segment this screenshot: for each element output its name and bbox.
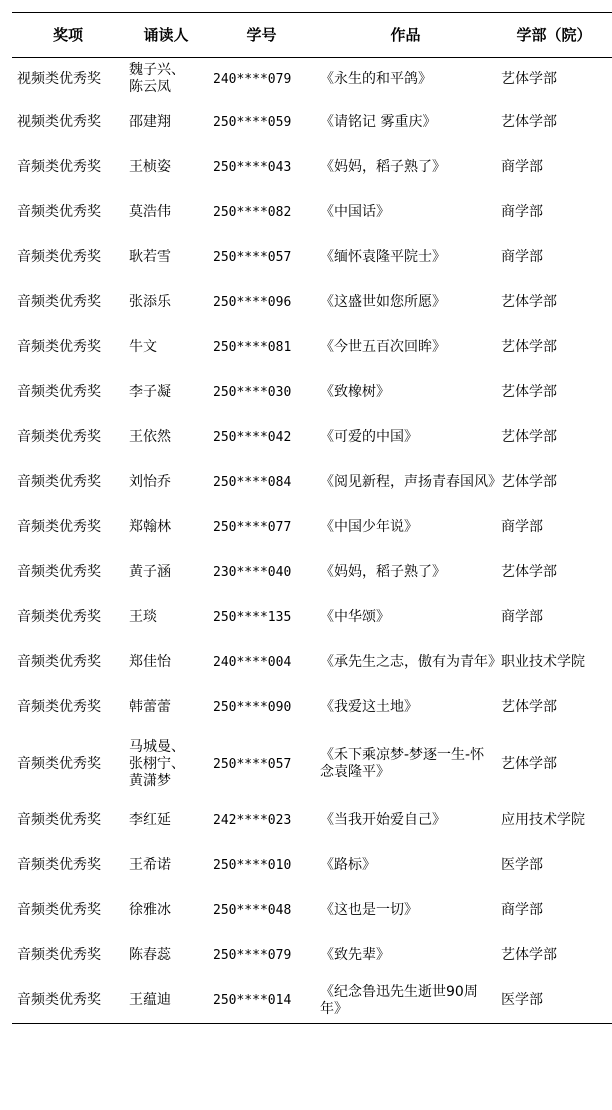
department-cell: 应用技术学院	[501, 812, 585, 828]
table-row	[12, 325, 612, 370]
student-id-cell: 250****043	[213, 160, 292, 175]
work-cell: 《妈妈，稻子熟了》	[320, 159, 446, 175]
department-cell: 艺体学部	[501, 70, 557, 87]
work-cell: 《永生的和平鸽》	[320, 70, 432, 87]
reciter-cell: 韩蕾蕾	[129, 699, 171, 715]
work-cell: 《可爱的中国》	[320, 429, 418, 445]
student-id-cell: 250****014	[213, 993, 292, 1008]
award-table	[12, 12, 612, 1024]
department-cell: 商学部	[501, 204, 543, 220]
student-id-cell: 250****079	[213, 948, 292, 963]
work-cell: 《纪念鲁迅先生逝世90周年》	[320, 983, 478, 1017]
award-cell: 音频类优秀奖	[17, 947, 101, 963]
reciter-cell: 郑佳怡	[129, 654, 171, 670]
student-id-cell: 250****057	[213, 756, 292, 772]
award-cell: 音频类优秀奖	[17, 249, 101, 265]
award-cell: 音频类优秀奖	[17, 992, 101, 1008]
reciter-cell: 徐雅冰	[129, 902, 171, 918]
work-cell: 《阅见新程，声扬青春国风》	[320, 474, 502, 490]
student-id-cell: 250****057	[213, 250, 292, 265]
award-cell: 音频类优秀奖	[17, 429, 101, 445]
award-cell: 音频类优秀奖	[17, 384, 101, 400]
award-cell: 音频类优秀奖	[17, 519, 101, 535]
work-cell: 《我爱这土地》	[320, 699, 418, 715]
table-row	[12, 978, 612, 1024]
work-cell: 《妈妈，稻子熟了》	[320, 564, 446, 580]
student-id-cell: 250****096	[213, 295, 292, 310]
work-cell: 《请铭记 雾重庆》	[320, 114, 437, 130]
award-cell: 音频类优秀奖	[17, 654, 101, 670]
work-cell: 《中国少年说》	[320, 519, 418, 535]
work-cell: 《缅怀袁隆平院士》	[320, 249, 446, 265]
table-row	[12, 100, 612, 145]
department-cell: 艺体学部	[501, 339, 557, 355]
reciter-cell: 耿若雪	[129, 249, 171, 265]
work-cell: 《承先生之志，傲有为青年》	[320, 654, 502, 670]
award-cell: 音频类优秀奖	[17, 755, 101, 772]
award-cell: 音频类优秀奖	[17, 699, 101, 715]
award-cell: 音频类优秀奖	[17, 857, 101, 873]
reciter-cell: 郑翰林	[129, 519, 171, 535]
table-row	[12, 190, 612, 235]
reciter-cell: 王希诺	[129, 857, 171, 873]
student-id-cell: 230****040	[213, 565, 292, 580]
work-cell: 《这也是一切》	[320, 902, 418, 918]
department-cell: 艺体学部	[501, 755, 557, 772]
award-cell: 视频类优秀奖	[17, 70, 101, 87]
table-row	[12, 685, 612, 730]
table-row	[12, 280, 612, 325]
department-cell: 艺体学部	[501, 114, 557, 130]
reciter-cell: 李子凝	[129, 384, 171, 400]
reciter-cell: 莫浩伟	[129, 204, 171, 220]
reciter-cell: 马城曼、 张栩宁、 黄潇梦	[129, 738, 185, 789]
work-cell: 《致橡树》	[320, 384, 390, 400]
work-cell: 《禾下乘凉梦-梦逐一生-怀念袁隆平》	[320, 747, 485, 780]
work-cell: 《这盛世如您所愿》	[320, 294, 446, 310]
award-cell: 音频类优秀奖	[17, 339, 101, 355]
award-cell: 视频类优秀奖	[17, 114, 101, 130]
header-row	[12, 13, 612, 58]
department-cell: 艺体学部	[501, 947, 557, 963]
table-row	[12, 888, 612, 933]
award-cell: 音频类优秀奖	[17, 902, 101, 918]
department-cell: 商学部	[501, 249, 543, 265]
reciter-cell: 陈春蕊	[129, 947, 171, 963]
table-row	[12, 595, 612, 640]
header-department: 学部（院）	[516, 25, 592, 44]
work-cell: 《今世五百次回眸》	[320, 339, 446, 355]
table-row	[12, 145, 612, 190]
header-reciter: 诵读人	[143, 25, 189, 44]
reciter-cell: 牛文	[129, 339, 157, 355]
header-student-id: 学号	[246, 25, 277, 44]
award-cell: 音频类优秀奖	[17, 474, 101, 490]
student-id-cell: 250****135	[213, 610, 292, 625]
student-id-cell: 250****042	[213, 430, 292, 445]
department-cell: 艺体学部	[501, 294, 557, 310]
department-cell: 商学部	[501, 519, 543, 535]
award-cell: 音频类优秀奖	[17, 564, 101, 580]
student-id-cell: 250****082	[213, 205, 292, 220]
table-row	[12, 235, 612, 280]
table-header	[12, 13, 612, 58]
table-row	[12, 58, 612, 101]
award-cell: 音频类优秀奖	[17, 159, 101, 175]
student-id-cell: 250****010	[213, 858, 292, 873]
department-cell: 职业技术学院	[501, 654, 585, 670]
student-id-cell: 250****048	[213, 903, 292, 918]
table-row	[12, 798, 612, 843]
award-cell: 音频类优秀奖	[17, 812, 101, 828]
reciter-cell: 魏子兴、 陈云凤	[129, 62, 185, 95]
reciter-cell: 刘怡乔	[129, 474, 171, 490]
work-cell: 《当我开始爱自己》	[320, 812, 446, 828]
student-id-cell: 250****090	[213, 700, 292, 715]
reciter-cell: 王蕴迪	[129, 992, 171, 1008]
reciter-cell: 李红延	[129, 812, 171, 828]
reciter-cell: 王依然	[129, 429, 171, 445]
award-cell: 音频类优秀奖	[17, 204, 101, 220]
work-cell: 《致先辈》	[320, 947, 390, 963]
table-row	[12, 933, 612, 978]
table-row	[12, 730, 612, 798]
student-id-cell: 240****079	[213, 71, 292, 87]
department-cell: 医学部	[501, 992, 543, 1008]
student-id-cell: 250****081	[213, 340, 292, 355]
table-row	[12, 550, 612, 595]
department-cell: 艺体学部	[501, 429, 557, 445]
department-cell: 商学部	[501, 159, 543, 175]
department-cell: 艺体学部	[501, 384, 557, 400]
award-cell: 音频类优秀奖	[17, 294, 101, 310]
table-row	[12, 640, 612, 685]
department-cell: 艺体学部	[501, 699, 557, 715]
department-cell: 医学部	[501, 857, 543, 873]
student-id-cell: 250****030	[213, 385, 292, 400]
student-id-cell: 240****004	[213, 655, 292, 670]
award-cell: 音频类优秀奖	[17, 609, 101, 625]
table-row	[12, 415, 612, 460]
reciter-cell: 王桢姿	[129, 159, 171, 175]
department-cell: 艺体学部	[501, 564, 557, 580]
department-cell: 商学部	[501, 609, 543, 625]
table-row	[12, 460, 612, 505]
work-cell: 《中国话》	[320, 204, 390, 220]
department-cell: 艺体学部	[501, 474, 557, 490]
work-cell: 《中华颂》	[320, 609, 390, 625]
table-body	[12, 58, 612, 1024]
student-id-cell: 242****023	[213, 813, 292, 828]
header-work: 作品	[390, 25, 421, 44]
department-cell: 商学部	[501, 902, 543, 918]
reciter-cell: 黄子涵	[129, 564, 171, 580]
table-row	[12, 843, 612, 888]
student-id-cell: 250****077	[213, 520, 292, 535]
table-row	[12, 370, 612, 415]
reciter-cell: 邵建翔	[129, 114, 171, 130]
header-award: 奖项	[52, 25, 83, 44]
student-id-cell: 250****084	[213, 475, 292, 490]
reciter-cell: 王琰	[129, 609, 157, 625]
work-cell: 《路标》	[320, 857, 376, 873]
table-row	[12, 505, 612, 550]
reciter-cell: 张添乐	[129, 294, 171, 310]
student-id-cell: 250****059	[213, 115, 292, 130]
